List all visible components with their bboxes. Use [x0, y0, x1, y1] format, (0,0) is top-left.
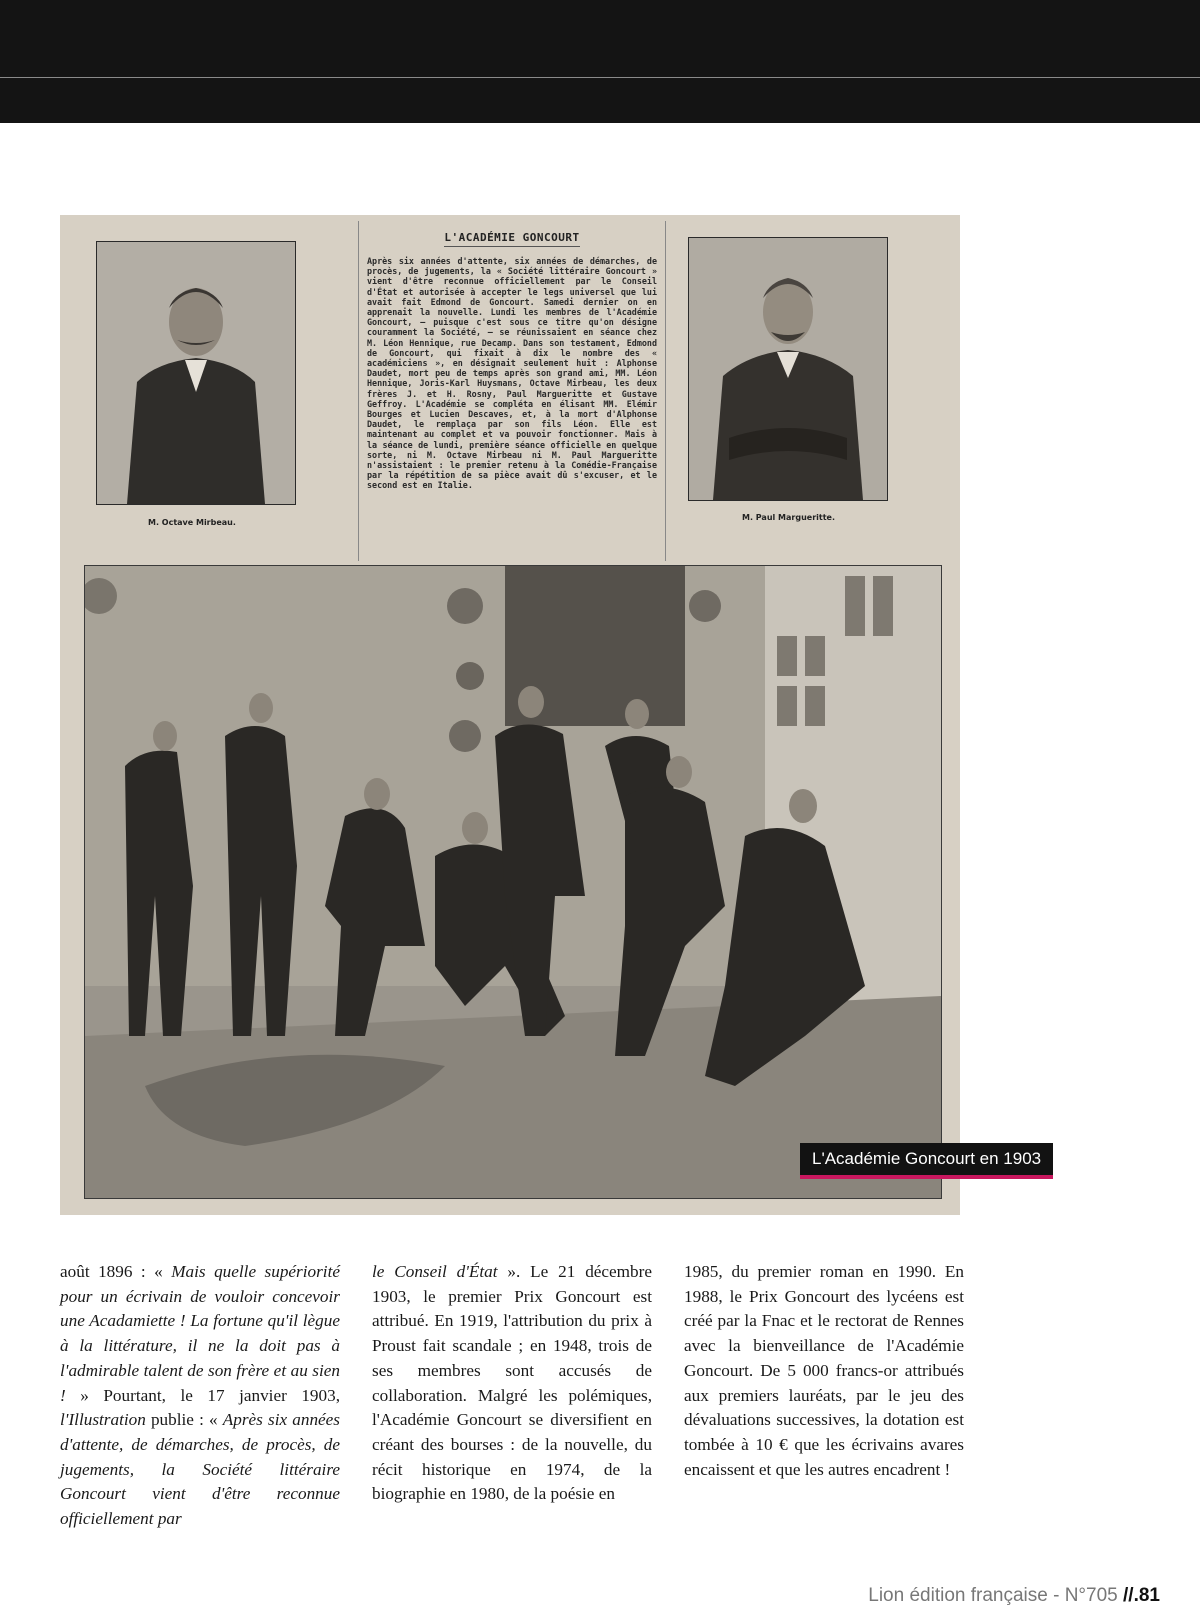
article-title: L'ACADÉMIE GONCOURT [367, 231, 657, 244]
portrait-paul-margueritte [688, 237, 888, 501]
publication-name: Lion édition française - N°705 [868, 1585, 1124, 1606]
page-footer [868, 1585, 1160, 1607]
paragraph: août 1896 : « Mais quelle supériorité pour un écrivain de vouloir concevoir une Acadamiette ! La fortune qu'il lègue à la littérature, il ne la doit pas à l'admirable talent de son frère et au sien ! » Pourtant, le 17 janvier 1903, l'Illustration publie : « Après six années d'attente, de démarches, de procès, de jugements, la Société littéraire Goncourt vient d'être reconnue officiellement par [60, 1262, 340, 1529]
left-portrait-caption: M. Octave Mirbeau. [148, 518, 236, 527]
text-column-2 [372, 1260, 652, 1507]
photo-caption: L'Académie Goncourt en 1903 [800, 1143, 1053, 1175]
footer-separator: // [1123, 1585, 1134, 1606]
right-portrait-caption: M. Paul Margueritte. [742, 513, 836, 522]
header-bar [0, 0, 1200, 123]
text-column-3 [684, 1260, 964, 1482]
caption-accent-bar [800, 1175, 1053, 1179]
paragraph: 1985, du premier roman en 1990. En 1988, le Prix Goncourt des lycéens est créé par la Fnac et le rectorat de Rennes avec la bienveillance de l'Académie Goncourt. De 5 000 francs-or attribués aux premiers lauréats, par le jeu des dévaluations successives, la dotation est tombée à 10 € que les écrivains avares encaissent et que les autres encadrent ! [684, 1262, 964, 1479]
portrait-octave-mirbeau [96, 241, 296, 505]
article-text: Après six années d'attente, six années de démarches, de procès, de jugements, la « Société littéraire Goncourt » vient d'être reconnue officiellement par le Conseil d'État et autorisée à accepter le legs universel que lui avait fait Edmond de Goncourt. Samedi dernier on en apprenait la nouvelle. Lundi les membres de l'Académie Goncourt, — puisque c'est sous ce titre qu'on désigne couramment la Société, — se réunissaient en séance chez M. Léon Hennique, rue Decamp. Dans son testament, Edmond de Goncourt, qui fixait à dix le nombre des « académiciens », en désignait seulement huit : Alphonse Daudet, mort peu de temps après son grand ami, MM. Léon Hennique, Joris-Karl Huysmans, Octave Mirbeau, les deux frères J. et H. Rosny, Paul Margueritte et Gustave Geffroy. L'Académie se compléta en élisant MM. Elémir Bourges et Lucien Descaves, et, à la mort d'Alphonse Daudet, le remplaça par son fils Léon. Elle est maintenant au complet et va pouvoir fonctionner. Mais à la séance de lundi, première séance officielle en quelque sorte, ni M. Octave Mirbeau ni M. Paul Margueritte n'assistaient : le premier retenu à la Comédie-Française par la répétition de sa pièce avait dû s'excuser, et le second est en Italie. [367, 256, 657, 491]
paragraph: le Conseil d'État ». Le 21 décembre 1903, le premier Prix Goncourt est attribué. En 1919, l'attribution du prix à Proust fait scandale ; en 1948, trois de ses membres sont accusés de collaboration. Malgré les polémiques, l'Académie Goncourt se diversifient en créant des bourses : de la nouvelle, du récit historique en 1974, de la biographie en 1980, de la poésie en [372, 1262, 652, 1504]
archive-scan [60, 215, 960, 1215]
header-rule [0, 77, 1200, 78]
group-photograph [84, 565, 942, 1199]
text-column-1 [60, 1260, 340, 1532]
page-number: .81 [1133, 1585, 1160, 1606]
archive-article [358, 221, 666, 561]
